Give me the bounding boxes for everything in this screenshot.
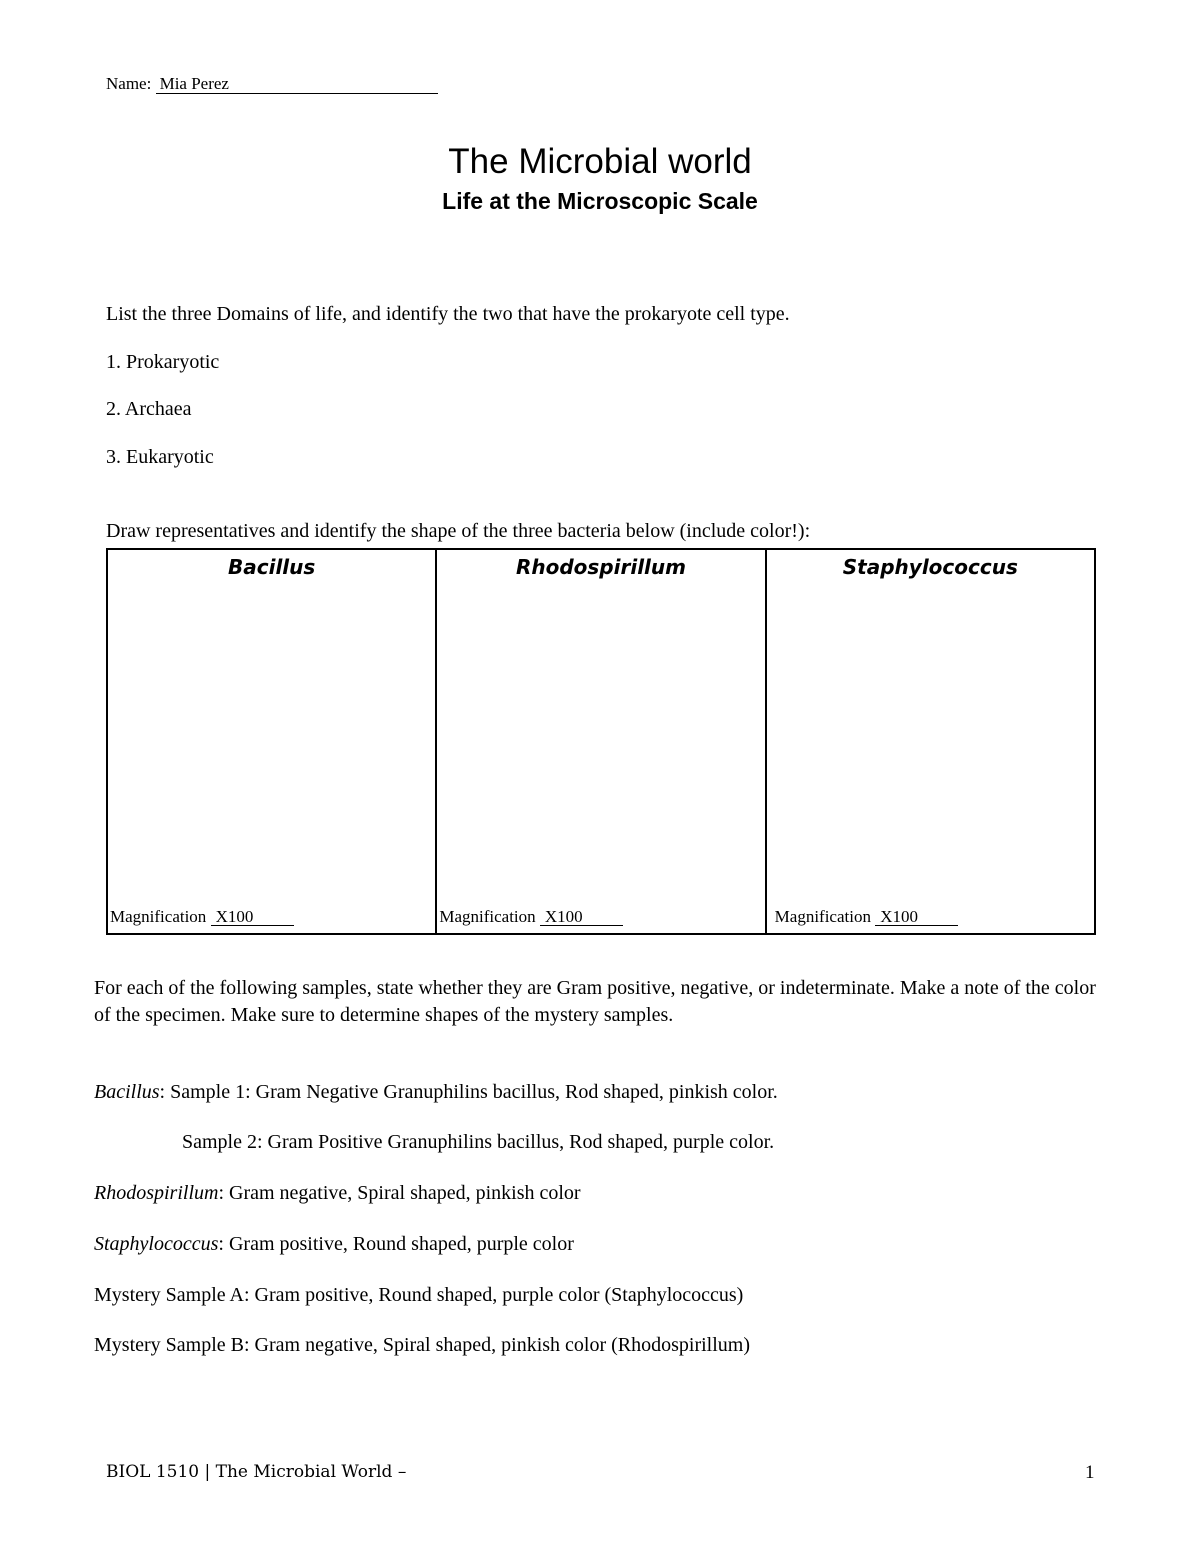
bacillus-cell[interactable] bbox=[107, 549, 436, 934]
domain-item-3: 3. Eukaryotic bbox=[106, 446, 214, 468]
sample-text: Mystery Sample A: Gram positive, Round shaped, purple color (Staphylococcus) bbox=[94, 1284, 744, 1306]
name-field[interactable]: Mia Perez bbox=[156, 75, 438, 94]
sample-label: Staphylococcus bbox=[94, 1233, 219, 1255]
rhodospirillum-magnification bbox=[439, 907, 623, 927]
sample-text: Sample 2: Gram Positive Granuphilins bacillus, Rod shaped, purple color. bbox=[182, 1131, 775, 1153]
bacillus-heading: Bacillus bbox=[228, 555, 316, 579]
sample-mystery-a bbox=[94, 1284, 743, 1307]
sample-bacillus-1 bbox=[94, 1081, 778, 1104]
magnification-value[interactable]: X100 bbox=[211, 908, 294, 926]
sample-text: : Sample 1: Gram Negative Granuphilins bacillus, Rod shaped, pinkish color. bbox=[159, 1081, 778, 1103]
bacillus-magnification bbox=[110, 907, 294, 927]
draw-prompt: Draw representatives and identify the shape of the three bacteria below (include color!): bbox=[106, 520, 811, 542]
sample-text: Mystery Sample B: Gram negative, Spiral shaped, pinkish color (Rhodospirillum) bbox=[94, 1334, 751, 1356]
sample-staphylococcus bbox=[94, 1233, 574, 1256]
sample-mystery-b bbox=[94, 1334, 750, 1357]
sample-label: Rhodospirillum bbox=[94, 1182, 219, 1204]
domain-item-2: 2. Archaea bbox=[106, 398, 192, 420]
staphylococcus-cell[interactable] bbox=[766, 549, 1095, 934]
page-subtitle: Life at the Microscopic Scale bbox=[442, 188, 758, 214]
bacteria-drawing-table bbox=[106, 548, 1096, 935]
name-label: Name: bbox=[106, 74, 152, 93]
magnification-label: Magnification bbox=[774, 907, 871, 926]
domains-prompt: List the three Domains of life, and identify the two that have the prokaryote cell type. bbox=[106, 303, 790, 325]
sample-text: : Gram positive, Round shaped, purple color bbox=[218, 1233, 574, 1255]
rhodospirillum-cell[interactable] bbox=[436, 549, 765, 934]
page-number: 1 bbox=[1085, 1462, 1095, 1483]
magnification-value[interactable]: X100 bbox=[875, 908, 958, 926]
staphylococcus-heading: Staphylococcus bbox=[842, 555, 1018, 579]
rhodospirillum-heading: Rhodospirillum bbox=[515, 555, 686, 579]
page-title: The Microbial world bbox=[448, 142, 752, 181]
gram-prompt: For each of the following samples, state whether they are Gram positive, negative, or indeterminate. Make a note of the color of the specimen. Make sure to determine shapes of the mystery samples. bbox=[94, 977, 1096, 1026]
sample-text: : Gram negative, Spiral shaped, pinkish color bbox=[218, 1182, 581, 1204]
magnification-value[interactable]: X100 bbox=[540, 908, 623, 926]
name-line bbox=[106, 74, 438, 94]
domain-item-1: 1. Prokaryotic bbox=[106, 351, 220, 373]
staphylococcus-magnification bbox=[775, 907, 959, 927]
sample-rhodospirillum bbox=[94, 1182, 581, 1205]
sample-label: Bacillus bbox=[94, 1081, 160, 1103]
sample-bacillus-2 bbox=[182, 1131, 774, 1154]
footer-text: BIOL 1510 | The Microbial World – bbox=[106, 1462, 407, 1482]
magnification-label: Magnification bbox=[439, 907, 536, 926]
magnification-label: Magnification bbox=[110, 907, 207, 926]
